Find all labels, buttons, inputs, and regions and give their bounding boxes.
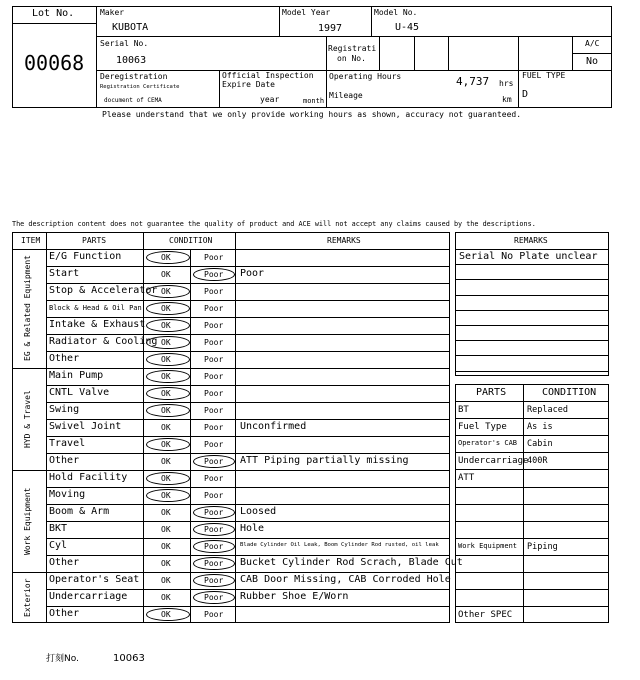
remark-text: Blade Cylinder Oil Leak, Boom Cylinder Rod rusted, oil leak [240, 542, 439, 548]
operating-hours-value: 4,737 [456, 75, 490, 88]
ok-option[interactable]: OK [161, 338, 171, 347]
poor-circle-mark [193, 540, 235, 553]
fuel-type-value: D [522, 89, 529, 100]
part-name: Swivel Joint [49, 421, 122, 432]
poor-circle-mark [193, 455, 235, 468]
poor-option[interactable]: Poor [204, 542, 224, 551]
col-item: ITEM [21, 236, 41, 245]
part-name: Other [49, 455, 80, 466]
ok-circle-mark [146, 472, 190, 485]
poor-option[interactable]: Poor [204, 253, 224, 262]
ok-option[interactable]: OK [161, 287, 171, 296]
poor-circle-mark [193, 591, 235, 604]
part-name: Other [49, 353, 80, 364]
col-condition: CONDITION [169, 236, 213, 245]
ok-circle-mark [146, 285, 190, 298]
ok-option[interactable]: OK [161, 457, 171, 466]
remark-text: Hole [240, 523, 265, 534]
parts-row-condition: Replaced [527, 405, 568, 415]
parts-row-part: Operator's CAB [458, 439, 518, 447]
lot-number: 00068 [24, 51, 85, 75]
parts-row-condition: 400R [527, 456, 548, 466]
poor-option[interactable]: Poor [204, 508, 224, 517]
part-name: Cyl [49, 540, 68, 551]
ok-option[interactable]: OK [161, 372, 171, 381]
part-name: Travel [49, 438, 86, 449]
ok-circle-mark [146, 608, 190, 621]
ok-option[interactable]: OK [161, 406, 171, 415]
ok-circle-mark [146, 404, 190, 417]
ok-option[interactable]: OK [161, 576, 171, 585]
ok-option[interactable]: OK [161, 593, 171, 602]
poor-option[interactable]: Poor [204, 525, 224, 534]
km-unit: km [502, 95, 512, 104]
poor-option[interactable]: Poor [204, 593, 224, 602]
poor-option[interactable]: Poor [204, 389, 224, 398]
ok-option[interactable]: OK [161, 423, 171, 432]
ok-option[interactable]: OK [161, 525, 171, 534]
remark-text: Rubber Shoe E/Worn [240, 591, 349, 602]
dereg-label: Deregistration [100, 72, 168, 81]
ok-option[interactable]: OK [161, 491, 171, 500]
poor-option[interactable]: Poor [204, 372, 224, 381]
maker-label: Maker [100, 8, 125, 17]
parts-row-condition: As is [527, 422, 553, 432]
part-name: BKT [49, 523, 68, 534]
poor-circle-mark [193, 557, 235, 570]
ok-circle-mark [146, 251, 190, 264]
serial-value: 10063 [116, 55, 147, 66]
parts-row-part: Fuel Type [458, 422, 507, 432]
month-label: month [303, 97, 325, 105]
mileage-label: Mileage [329, 91, 363, 100]
dereg-sub1: Registration Certificate [100, 84, 180, 90]
poor-option[interactable]: Poor [204, 491, 224, 500]
part-name: Intake & Exhaust [49, 319, 146, 330]
ok-option[interactable]: OK [161, 253, 171, 262]
operating-hours-label: Operating Hours [329, 72, 402, 81]
ok-circle-mark [146, 370, 190, 383]
ac-value: No [586, 56, 599, 67]
hrs-unit: hrs [499, 79, 514, 88]
remark-text: Poor [240, 268, 265, 279]
parts-row-condition: Cabin [527, 439, 553, 449]
part-name: Main Pump [49, 370, 104, 381]
part-name: Other [49, 557, 80, 568]
serial-label: Serial No. [100, 39, 149, 48]
parts-row-part: Undercarriage [458, 456, 529, 466]
parts-row-part: ATT [458, 473, 475, 483]
remark-text: CAB Door Missing, CAB Corroded Hole [240, 574, 451, 585]
part-name: Other [49, 608, 80, 619]
group-label: EG & Related Equipment [23, 255, 32, 362]
part-name: Swing [49, 404, 80, 415]
poor-option[interactable]: Poor [204, 440, 224, 449]
inspection-label-2: Expire Date [222, 80, 275, 89]
remark-text: Bucket Cylinder Rod Scrach, Blade Cut [240, 557, 463, 568]
poor-option[interactable]: Poor [204, 576, 224, 585]
part-name: Operator's Seat [49, 574, 140, 585]
registration-label-2: on No. [337, 54, 366, 63]
poor-option[interactable]: Poor [204, 559, 224, 568]
part-name: Radiator & Cooling [49, 336, 158, 347]
col-parts: PARTS [82, 236, 107, 245]
ok-circle-mark [146, 438, 190, 451]
part-name: Start [49, 268, 80, 279]
ok-option[interactable]: OK [161, 542, 171, 551]
parts-row-part: Work Equipment [458, 542, 518, 550]
model-no-value: U-45 [395, 22, 420, 33]
part-name: Stop & Accelerator [49, 285, 158, 296]
poor-circle-mark [193, 506, 235, 519]
year-label: year [260, 95, 280, 104]
ok-circle-mark [146, 353, 190, 366]
ok-circle-mark [146, 489, 190, 502]
poor-option[interactable]: Poor [204, 287, 224, 296]
ok-option[interactable]: OK [161, 474, 171, 483]
poor-option[interactable]: Poor [204, 457, 224, 466]
poor-option[interactable]: Poor [204, 270, 224, 279]
group-label: Work Equipment [23, 487, 32, 555]
ok-circle-mark [146, 302, 190, 315]
poor-option[interactable]: Poor [204, 610, 224, 619]
poor-circle-mark [193, 523, 235, 536]
poor-circle-mark [193, 268, 235, 281]
stamp-label: 打刻No. [46, 654, 79, 664]
poor-circle-mark [193, 574, 235, 587]
stamp-value: 10063 [113, 653, 145, 664]
remark-text: Loosed [240, 506, 277, 517]
poor-option[interactable]: Poor [204, 406, 224, 415]
parts-row-condition: Piping [527, 542, 558, 552]
part-name: Boom & Arm [49, 506, 110, 517]
col-remarks: REMARKS [327, 236, 361, 245]
ok-option[interactable]: OK [161, 355, 171, 364]
poor-option[interactable]: Poor [204, 423, 224, 432]
model-year-value: 1997 [318, 23, 343, 34]
remark-text: ATT Piping partially missing [240, 455, 409, 466]
ok-option[interactable]: OK [161, 440, 171, 449]
ok-option[interactable]: OK [161, 559, 171, 568]
inspection-label-1: Official Inspection [222, 71, 314, 80]
ac-label: A/C [585, 39, 600, 48]
parts-row-part: BT [458, 405, 469, 415]
group-label: HYD & Travel [23, 390, 32, 448]
part-name: CNTL Valve [49, 387, 110, 398]
poor-option[interactable]: Poor [204, 355, 224, 364]
parts-row-part: Other SPEC [458, 610, 513, 620]
registration-label-1: Registrati [328, 44, 377, 53]
part-name: Block & Head & Oil Pan [49, 304, 142, 312]
part-name: E/G Function [49, 251, 122, 262]
poor-option[interactable]: Poor [204, 321, 224, 330]
ok-option[interactable]: OK [161, 270, 171, 279]
lot-label: Lot No. [32, 8, 75, 19]
accuracy-note: Please understand that we only provide working hours as shown, accuracy not guaranteed. [102, 110, 522, 119]
poor-option[interactable]: Poor [204, 338, 224, 347]
condition-col-header: CONDITION [542, 387, 597, 398]
ok-circle-mark [146, 319, 190, 332]
remark-text: Unconfirmed [240, 421, 307, 432]
fuel-type-label: FUEL TYPE [522, 71, 566, 80]
ok-option[interactable]: OK [161, 304, 171, 313]
maker-value: KUBOTA [112, 22, 149, 33]
part-name: Moving [49, 489, 86, 500]
part-name: Hold Facility [49, 472, 128, 483]
ok-option[interactable]: OK [161, 389, 171, 398]
remarks-panel-row: Serial No Plate unclear [459, 251, 598, 262]
poor-option[interactable]: Poor [204, 304, 224, 313]
ok-option[interactable]: OK [161, 508, 171, 517]
part-name: Undercarriage [49, 591, 128, 602]
model-no-label: Model No. [374, 8, 418, 17]
model-year-label: Model Year [282, 8, 331, 17]
parts-col-header: PARTS [476, 387, 507, 398]
ok-option[interactable]: OK [161, 321, 171, 330]
poor-option[interactable]: Poor [204, 474, 224, 483]
dereg-sub2: document of CEMA [104, 97, 162, 104]
remarks-panel-title: REMARKS [514, 236, 548, 245]
ok-circle-mark [146, 336, 190, 349]
disclaimer: The description content does not guarantee the quality of product and ACE will not accept any claims caused by the descriptions. [12, 220, 536, 228]
group-label: Exterior [23, 578, 32, 617]
ok-circle-mark [146, 387, 190, 400]
ok-option[interactable]: OK [161, 610, 171, 619]
